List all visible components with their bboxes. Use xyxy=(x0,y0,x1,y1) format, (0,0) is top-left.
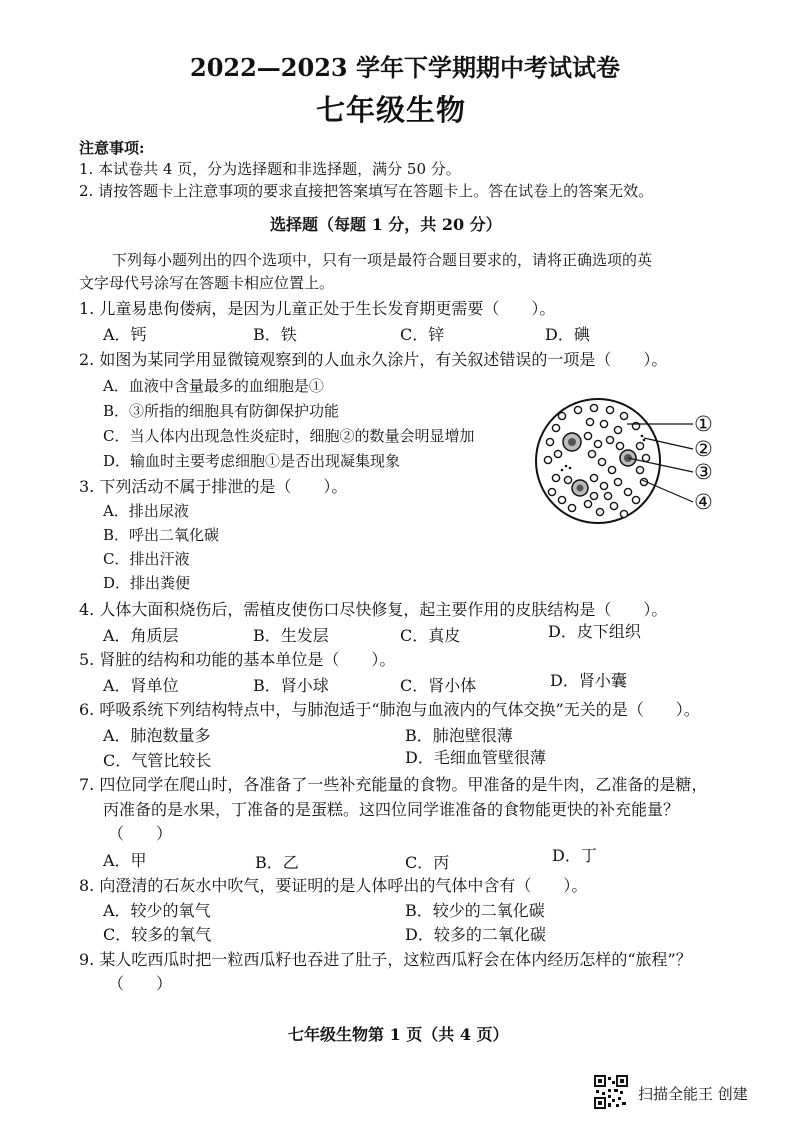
q1-option-c: C．锌 xyxy=(400,325,445,344)
q8-option-d: D．较多的二氧化碳 xyxy=(405,925,546,944)
red-blood-cell xyxy=(624,488,631,495)
red-blood-cell xyxy=(586,418,593,425)
red-blood-cell xyxy=(642,454,649,461)
q3-option-c: C．排出汗液 xyxy=(103,550,190,568)
q3-option-a: A．排出尿液 xyxy=(103,502,189,520)
question-5-stem: 5. 肾脏的结构和功能的基本单位是（ ）。 xyxy=(79,650,396,669)
red-blood-cell xyxy=(588,450,595,457)
q5-option-b: B．肾小球 xyxy=(253,676,329,695)
red-blood-cell xyxy=(616,442,623,449)
notes-heading: 注意事项: xyxy=(79,139,145,157)
question-3-stem: 3. 下列活动不属于排泄的是（ ）。 xyxy=(79,477,348,496)
exam-subtitle: 七年级生物 xyxy=(316,93,467,127)
q6-option-a: A．肺泡数量多 xyxy=(103,726,211,745)
blood-smear-figure xyxy=(532,396,718,526)
q7-option-c: C．丙 xyxy=(405,853,450,872)
red-blood-cell xyxy=(606,436,613,443)
red-blood-cell xyxy=(596,508,603,515)
q7-option-a: A．甲 xyxy=(103,851,147,870)
red-blood-cell xyxy=(558,412,565,419)
section-instruction-line1: 下列每小题列出的四个选项中，只有一项是最符合题目要求的，请将正确选项的英 xyxy=(112,251,653,269)
question-8-stem: 8. 向澄清的石灰水中吹气，要证明的是人体呼出的气体中含有（ ）。 xyxy=(79,876,588,895)
q8-option-c: C．较多的氧气 xyxy=(103,925,212,944)
scanner-watermark: 扫描全能王 创建 xyxy=(638,1085,748,1103)
red-blood-cell xyxy=(610,502,617,509)
red-blood-cell xyxy=(552,474,559,481)
note-item-1: 1. 本试卷共 4 页，分为选择题和非选择题，满分 50 分。 xyxy=(79,160,461,178)
q5-option-d: D．肾小囊 xyxy=(550,671,627,690)
red-blood-cell xyxy=(636,466,643,473)
red-blood-cell xyxy=(584,432,591,439)
red-blood-cell xyxy=(584,500,591,507)
q6-option-b: B．肺泡壁很薄 xyxy=(405,726,513,745)
red-blood-cell xyxy=(558,496,565,503)
question-7-blank: （ ） xyxy=(108,824,173,843)
red-blood-cell xyxy=(590,474,597,481)
red-blood-cell xyxy=(620,412,627,419)
figure-label-2: ② xyxy=(694,437,713,461)
white-blood-cell-nucleus xyxy=(577,485,584,492)
q3-option-b: B．呼出二氧化碳 xyxy=(103,526,220,544)
q2-option-d: D．输血时主要考虑细胞①是否出现凝集现象 xyxy=(103,452,401,470)
q8-option-a: A．较少的氧气 xyxy=(103,901,211,920)
q8-option-b: B．较少的二氧化碳 xyxy=(405,901,545,920)
q1-option-b: B．铁 xyxy=(253,325,297,344)
q2-option-c: C．当人体内出现急性炎症时，细胞②的数量会明显增加 xyxy=(103,427,475,445)
red-blood-cell xyxy=(548,488,555,495)
q3-option-d: D．排出粪便 xyxy=(103,574,191,592)
q6-option-c: C．气管比较长 xyxy=(103,751,212,770)
question-9-blank: （ ） xyxy=(108,974,173,993)
q5-option-a: A．肾单位 xyxy=(103,676,179,695)
red-blood-cell xyxy=(590,404,597,411)
exam-title: 2022—2023 学年下学期期中考试试卷 xyxy=(190,53,620,82)
question-9-stem: 9. 某人吃西瓜时把一粒西瓜籽也吞进了肚子，这粒西瓜籽会在体内经历怎样的“旅程”？ xyxy=(79,950,692,969)
red-blood-cell xyxy=(600,420,607,427)
section-heading: 选择题（每题 1 分，共 20 分） xyxy=(270,215,502,234)
red-blood-cell xyxy=(554,450,561,457)
red-blood-cell xyxy=(608,466,615,473)
q2-option-b: B．③所指的细胞具有防御保护功能 xyxy=(103,402,340,420)
white-blood-cell-nucleus xyxy=(568,438,576,446)
red-blood-cell xyxy=(614,426,621,433)
section-instruction-line2: 文字母代号涂写在答题卡相应位置上。 xyxy=(79,274,335,292)
q4-option-a: A．角质层 xyxy=(103,626,179,645)
q7-option-b: B．乙 xyxy=(255,853,299,872)
qr-code-icon xyxy=(594,1075,628,1109)
figure-label-4: ④ xyxy=(694,490,713,514)
q4-option-c: C．真皮 xyxy=(400,626,461,645)
red-blood-cell xyxy=(574,406,581,413)
red-blood-cell xyxy=(598,458,605,465)
question-4-stem: 4. 人体大面积烧伤后，需植皮使伤口尽快修复，起主要作用的皮肤结构是（ ）。 xyxy=(79,600,668,619)
q1-option-a: A．钙 xyxy=(103,325,147,344)
page-footer: 七年级生物第 1 页（共 4 页） xyxy=(288,1025,509,1044)
q4-option-d: D．皮下组织 xyxy=(548,622,641,641)
red-blood-cell xyxy=(564,476,571,483)
q2-option-a: A．血液中含量最多的血细胞是① xyxy=(103,377,324,395)
red-blood-cell xyxy=(632,496,639,503)
q7-option-d: D．丁 xyxy=(552,846,597,865)
red-blood-cell xyxy=(620,510,627,517)
red-blood-cell xyxy=(568,504,575,511)
red-blood-cell xyxy=(594,440,601,447)
q4-option-b: B．生发层 xyxy=(253,626,329,645)
red-blood-cell xyxy=(544,456,551,463)
red-blood-cell xyxy=(600,482,607,489)
red-blood-cell xyxy=(546,438,553,445)
question-1-stem: 1. 儿童易患佝偻病，是因为儿童正处于生长发育期更需要（ ）。 xyxy=(79,299,556,318)
q1-option-d: D．碘 xyxy=(545,325,590,344)
figure-label-3: ③ xyxy=(694,460,713,484)
question-2-stem: 2. 如图为某同学用显微镜观察到的人血永久涂片，有关叙述错误的一项是（ ）。 xyxy=(79,350,668,369)
red-blood-cell xyxy=(604,492,611,499)
q6-option-d: D．毛细血管壁很薄 xyxy=(405,748,546,767)
figure-label-1: ① xyxy=(694,412,713,436)
red-blood-cell xyxy=(590,492,597,499)
q5-option-c: C．肾小体 xyxy=(400,676,477,695)
red-blood-cell xyxy=(614,478,621,485)
question-6-stem: 6. 呼吸系统下列结构特点中，与肺泡适于“肺泡与血液内的气体交换”无关的是（ ）。 xyxy=(79,700,700,719)
question-7-stem-line2: 丙准备的是水果，丁准备的是蛋糕。这四位同学谁准备的食物能更快的补充能量？ xyxy=(103,800,680,819)
question-7-stem: 7. 四位同学在爬山时，各准备了一些补充能量的食物。甲准备的是牛肉，乙准备的是糖， xyxy=(79,775,708,794)
red-blood-cell xyxy=(606,406,613,413)
note-item-2: 2. 请按答题卡上注意事项的要求直接把答案填写在答题卡上。答在试卷上的答案无效。 xyxy=(79,182,654,200)
red-blood-cell xyxy=(552,424,559,431)
red-blood-cell xyxy=(636,442,643,449)
